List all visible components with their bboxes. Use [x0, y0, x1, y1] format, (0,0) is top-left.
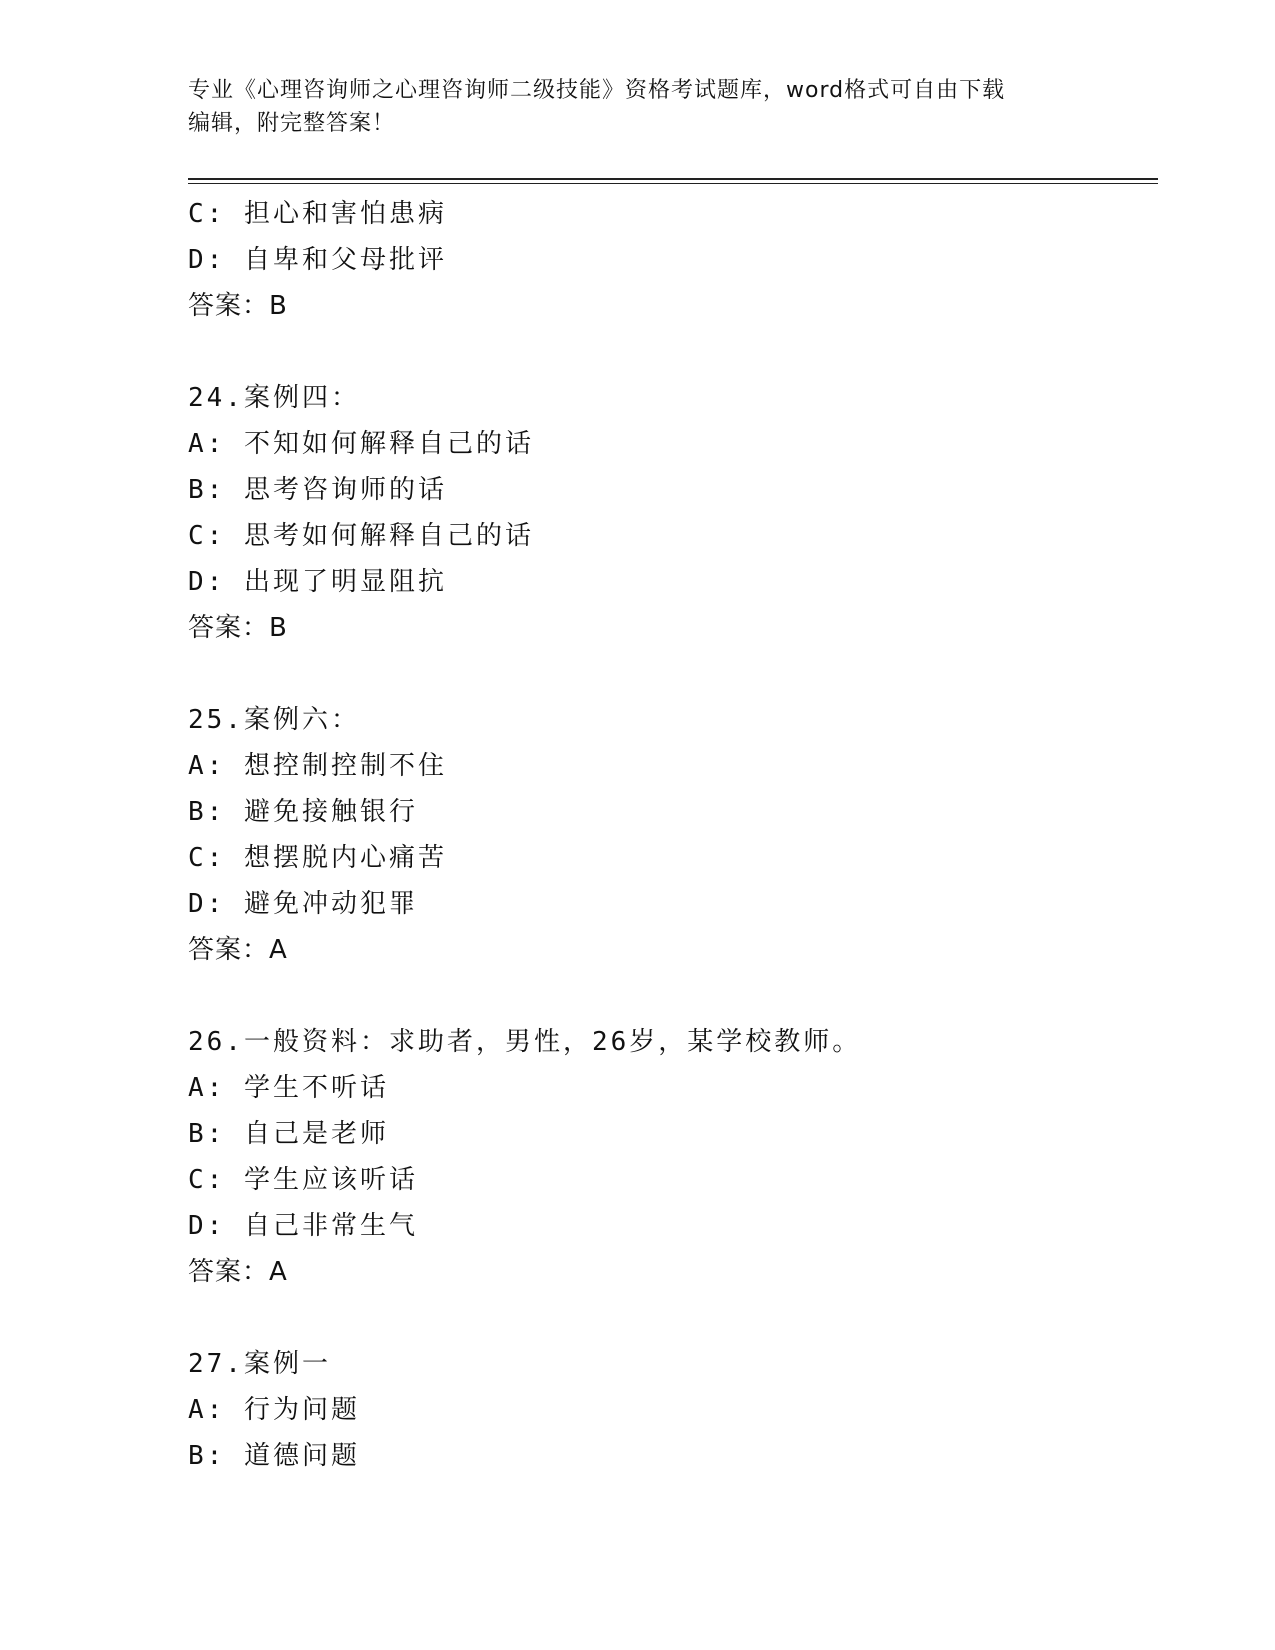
answer-line: 答案：A	[188, 935, 288, 965]
question-23-tail	[188, 191, 1158, 329]
option-c: C: 思考如何解释自己的话	[188, 521, 534, 551]
option-c: C: 想摆脱内心痛苦	[188, 843, 447, 873]
question-stem: 24.案例四：	[188, 383, 360, 413]
option-d: D: 出现了明显阻抗	[188, 567, 447, 597]
question-26	[188, 1019, 1158, 1295]
option-a: A: 行为问题	[188, 1395, 360, 1425]
option-b: B: 避免接触银行	[188, 797, 418, 827]
question-list	[188, 191, 1158, 1479]
header-line-1: 专业《心理咨询师之心理咨询师二级技能》资格考试题库，word格式可自由下载	[188, 78, 1006, 103]
option-b: B: 自己是老师	[188, 1119, 389, 1149]
header-line-2: 编辑，附完整答案！	[188, 111, 396, 136]
document-header	[188, 74, 1088, 140]
option-d: D: 自己非常生气	[188, 1211, 418, 1241]
option-c: C: 担心和害怕患病	[188, 199, 447, 229]
option-d: D: 自卑和父母批评	[188, 245, 447, 275]
question-27	[188, 1341, 1158, 1479]
option-d: D: 避免冲动犯罪	[188, 889, 418, 919]
option-c: C: 学生应该听话	[188, 1165, 418, 1195]
question-24	[188, 375, 1158, 651]
question-stem: 25.案例六：	[188, 705, 360, 735]
option-b: B: 思考咨询师的话	[188, 475, 447, 505]
option-a: A: 不知如何解释自己的话	[188, 429, 534, 459]
question-25	[188, 697, 1158, 973]
answer-line: 答案：B	[188, 613, 288, 643]
header-rule-thin	[188, 183, 1158, 184]
option-b: B: 道德问题	[188, 1441, 360, 1471]
question-stem: 26.一般资料：求助者，男性，26岁，某学校教师。	[188, 1027, 862, 1057]
header-rule-thick	[188, 178, 1158, 180]
option-a: A: 想控制控制不住	[188, 751, 447, 781]
answer-line: 答案：A	[188, 1257, 288, 1287]
answer-line: 答案：B	[188, 291, 288, 321]
option-a: A: 学生不听话	[188, 1073, 389, 1103]
question-stem: 27.案例一	[188, 1349, 331, 1379]
